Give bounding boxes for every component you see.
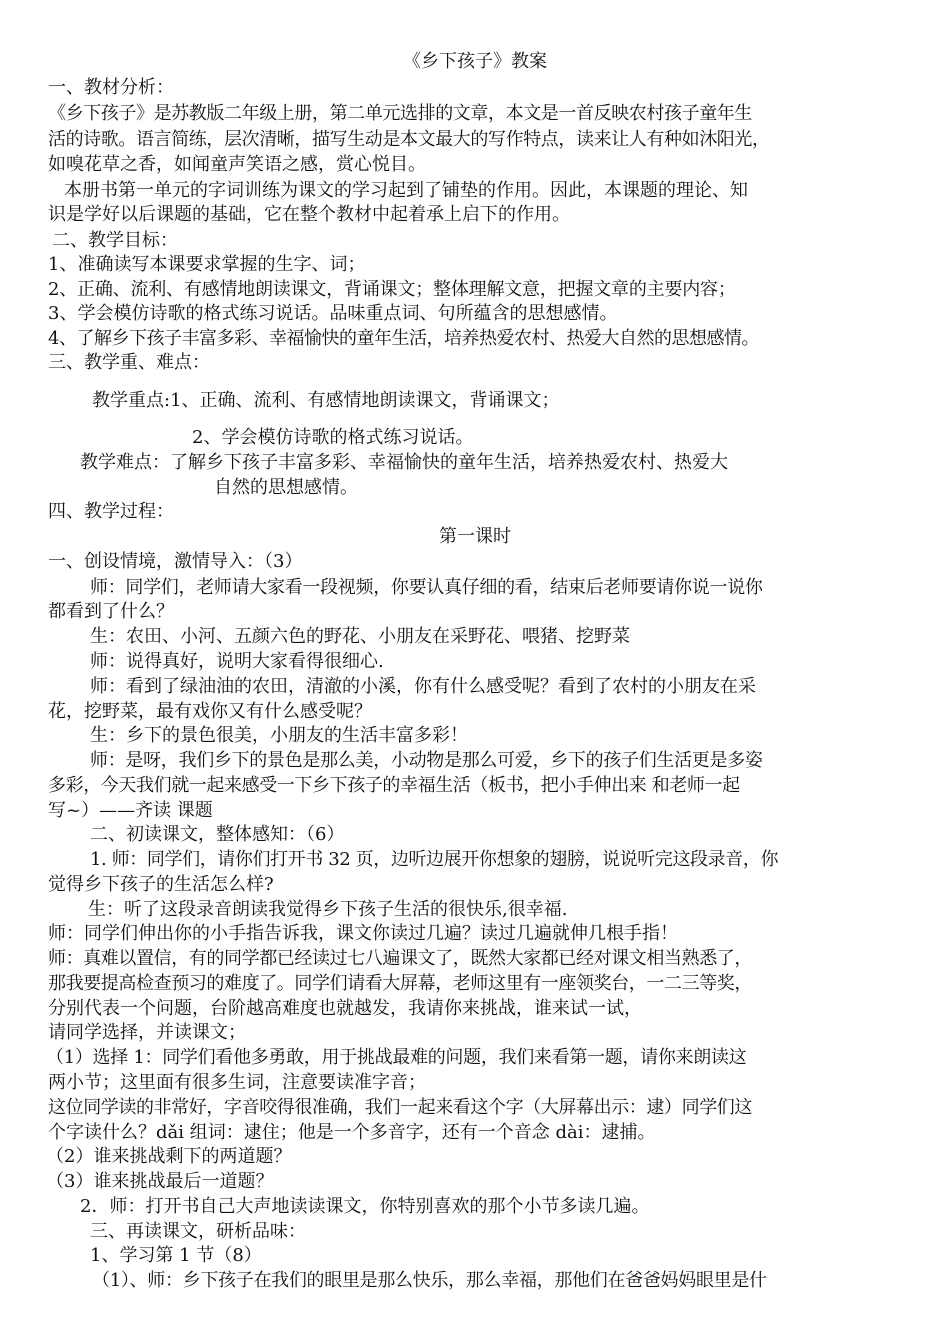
paragraph-line: 写~）——齐读 课题 (48, 800, 213, 821)
list-item: 3、学会模仿诗歌的格式练习说话。品味重点词、句所蕴含的思想感情。 (48, 303, 618, 324)
paragraph-line: 两小节；这里面有很多生词，注意要读准字音； (48, 1072, 426, 1093)
document-title: 《乡下孩子》教案 (403, 51, 547, 72)
paragraph-line: 自然的思想感情。 (214, 477, 358, 498)
paragraph-line: 花，挖野菜，最有戏你又有什么感受呢？ (48, 701, 372, 722)
section-heading: 一、教材分析： (48, 77, 174, 98)
paragraph-line: （3）谁来挑战最后一道题？ (46, 1171, 274, 1192)
paragraph-line: （1）、师：乡下孩子在我们的眼里是那么快乐，那么幸福，那他们在爸爸妈妈眼里是什 (92, 1270, 767, 1291)
paragraph-line: 师：真难以置信，有的同学都已经读过七八遍课文了，既然大家都已经对课文相当熟悉了， (48, 948, 752, 969)
paragraph-line: 请同学选择，并读课文； (48, 1022, 246, 1043)
paragraph-line: 觉得乡下孩子的生活怎么样? (48, 874, 274, 895)
paragraph-line: 《乡下孩子》是苏教版二年级上册，第二单元选排的文章，本文是一首反映农村孩子童年生 (48, 103, 752, 124)
paragraph-line: 活的诗歌。语言简练，层次清晰，描写生动是本文最大的写作特点，读来让人有种如沐阳光， (48, 129, 770, 150)
list-item: 4、了解乡下孩子丰富多彩、幸福愉快的童年生活，培养热爱农村、热爱大自然的思想感情。 (48, 328, 759, 349)
lesson-heading: 第一课时 (439, 526, 511, 547)
paragraph-line: 这位同学读的非常好，字音咬得很准确，我们一起来看这个字（大屏幕出示：逮）同学们这 (48, 1097, 752, 1118)
paragraph-line: 都看到了什么？ (48, 601, 174, 622)
paragraph-line: 生：农田、小河、五颜六色的野花、小朋友在采野花、喂猪、挖野菜 (90, 626, 630, 647)
section-heading: 三、再读课文，研析品味： (90, 1221, 306, 1242)
paragraph-line: 1. 师：同学们，请你们打开书 32 页，边听边展开你想象的翅膀，说说听完这段录音，你 (90, 849, 779, 870)
paragraph-line: 多彩，今天我们就一起来感受一下乡下孩子的幸福生活（板书，把小手伸出来 和老师一起 (48, 775, 740, 796)
section-heading: 一、创设情境，激情导入：（3） (48, 551, 303, 572)
paragraph-line: 生：听了这段录音朗读我觉得乡下孩子生活的很快乐,很幸福. (88, 899, 568, 920)
paragraph-line: 识是学好以后课题的基础，它在整个教材中起着承上启下的作用。 (48, 204, 570, 225)
paragraph-line: 师：是呀，我们乡下的景色是那么美，小动物是那么可爱，乡下的孩子们生活更是多姿 (90, 750, 763, 771)
paragraph-line: 教学难点：了解乡下孩子丰富多彩、幸福愉快的童年生活，培养热爱农村、热爱大 (80, 452, 728, 473)
section-heading: 二、初读课文，整体感知：（6） (90, 824, 345, 845)
paragraph-line: 生：乡下的景色很美，小朋友的生活丰富多彩！ (90, 725, 468, 746)
section-heading: 四、教学过程： (48, 501, 174, 522)
paragraph-line: 1、学习第 1 节（8） (90, 1245, 262, 1266)
list-item: 2、正确、流利、有感情地朗读课文，背诵课文；整体理解文意，把握文章的主要内容； (48, 279, 736, 300)
paragraph-line: （1）选择 1：同学们看他多勇敢，用于挑战最难的问题，我们来看第一题，请你来朗读这 (46, 1047, 747, 1068)
paragraph-line: 2、学会模仿诗歌的格式练习说话。 (192, 427, 474, 448)
paragraph-line: 2．师：打开书自己大声地读读课文，你特别喜欢的那个小节多读几遍。 (80, 1196, 650, 1217)
paragraph-line: 本册书第一单元的字词训练为课文的学习起到了铺垫的作用。因此，本课题的理论、知 (64, 180, 748, 201)
paragraph-line: 如嗅花草之香，如闻童声笑语之感，赏心悦目。 (48, 154, 426, 175)
paragraph-line: 分别代表一个问题，台阶越高难度也就越发，我请你来挑战，谁来试一试， (48, 998, 642, 1019)
list-item: 1、准确读写本课要求掌握的生字、词； (48, 254, 366, 275)
paragraph-line: 师：同学们伸出你的小手指告诉我，课文你读过几遍？读过几遍就伸几根手指！ (48, 923, 678, 944)
paragraph-line: 师：同学们，老师请大家看一段视频，你要认真仔细的看，结束后老师要请你说一说你 (90, 577, 763, 598)
paragraph-line: 那我要提高检查预习的难度了。同学们请看大屏幕，老师这里有一座领奖台，一二三等奖， (48, 973, 752, 994)
paragraph-line: 师：说得真好，说明大家看得很细心. (90, 651, 384, 672)
section-heading: 三、教学重、难点： (48, 352, 210, 373)
paragraph-line: 教学重点:1、正确、流利、有感情地朗读课文，背诵课文； (92, 390, 560, 411)
section-heading: 二、教学目标： (52, 230, 178, 251)
paragraph-line: （2）谁来挑战剩下的两道题？ (46, 1146, 292, 1167)
paragraph-line: 个字读什么？dǎi 组词：逮住；他是一个多音字，还有一个音念 dài：逮捕。 (48, 1122, 656, 1143)
paragraph-line: 师：看到了绿油油的农田，清澈的小溪，你有什么感受呢？看到了农村的小朋友在采 (90, 676, 756, 697)
